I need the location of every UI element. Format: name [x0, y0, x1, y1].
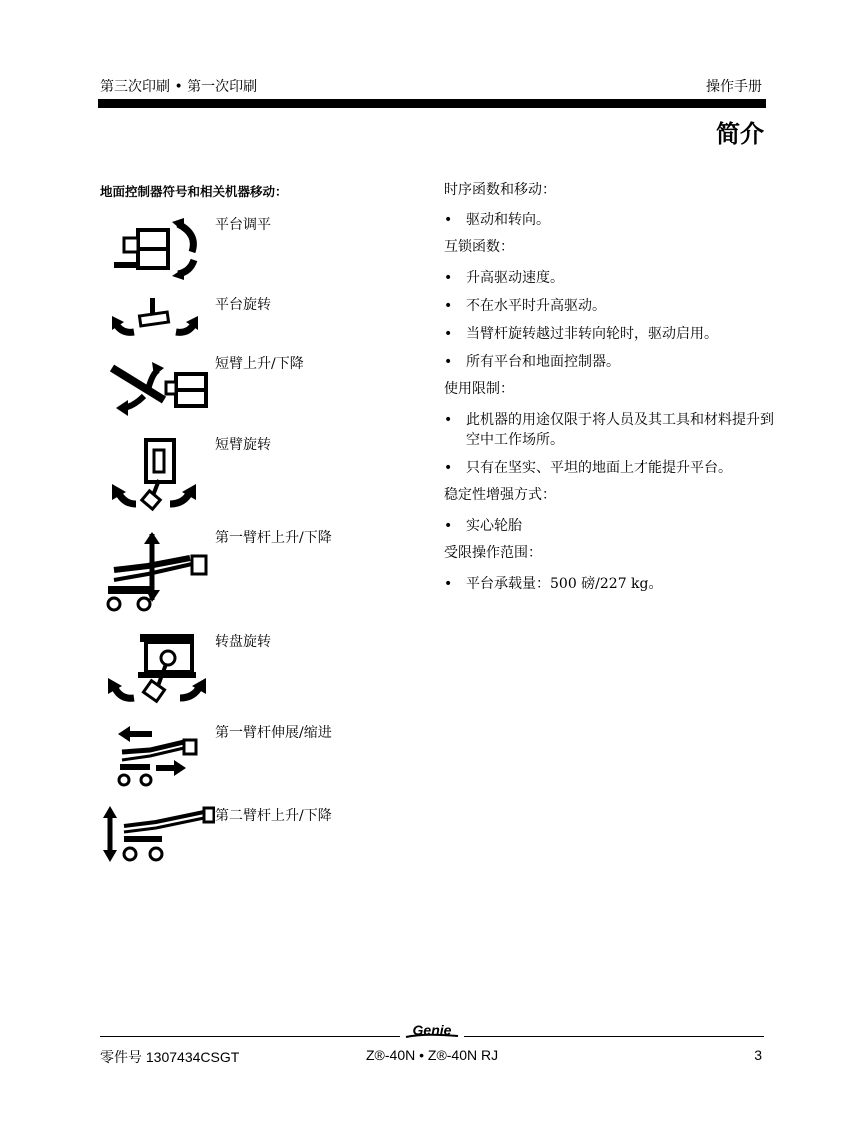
header-left: 第三次印刷 • 第一次印刷: [100, 79, 258, 95]
list-item: • 此机器的用途仅限于将人员及其工具和材料提升到空中工作场所。: [444, 410, 774, 450]
footer-rule-right: [464, 1036, 764, 1037]
symbol-label-secondary-boom-up-down: 第二臂杆上升/下降: [215, 808, 332, 824]
symbol-label-boom-extend-retract: 第一臂杆伸展/缩进: [215, 725, 332, 741]
list-item: • 只有在坚实、平坦的地面上才能提升平台。: [444, 458, 774, 478]
footer-rule-left: [100, 1036, 400, 1037]
section-heading-stability: 稳定性增强方式：: [444, 487, 556, 503]
platform-rotate-icon: [100, 294, 205, 340]
footer-page-number: 3: [754, 1047, 762, 1063]
list-range: [444, 574, 774, 594]
section-heading-limits: 使用限制：: [444, 381, 514, 397]
list-item: • 升高驱动速度。: [444, 268, 774, 288]
symbols-heading: 地面控制器符号和相关机器移动：: [100, 184, 288, 199]
secondary-boom-up-down-icon: [100, 804, 215, 866]
list-sequencing: [444, 210, 774, 230]
symbol-label-jib-up-down: 短臂上升/下降: [215, 356, 304, 372]
list-item: • 平台承载量：500 磅/227 kg。: [444, 574, 774, 594]
right-column: [444, 180, 774, 594]
turntable-rotate-icon: [100, 632, 210, 706]
platform-level-icon: [100, 216, 205, 280]
footer-part-number: 零件号 1307434CSGT: [100, 1049, 240, 1065]
list-item: • 实心轮胎: [444, 516, 774, 536]
section-heading-sequencing: 时序函数和移动：: [444, 182, 556, 198]
header-rule: [98, 99, 766, 108]
list-limits: [444, 410, 774, 478]
section-heading-range: 受限操作范围：: [444, 545, 542, 561]
page-title: 简介: [716, 120, 764, 148]
genie-logo: [404, 1022, 460, 1042]
jib-rotate-icon: [100, 436, 205, 512]
list-item: • 所有平台和地面控制器。: [444, 352, 774, 372]
header-right: 操作手册: [706, 79, 762, 95]
list-item: • 不在水平时升高驱动。: [444, 296, 774, 316]
boom-extend-retract-icon: [100, 722, 205, 790]
section-heading-interlocks: 互锁函数：: [444, 239, 514, 255]
jib-up-down-icon: [100, 356, 210, 420]
symbol-label-platform-rotate: 平台旋转: [215, 297, 271, 313]
symbol-label-primary-boom-up-down: 第一臂杆上升/下降: [215, 530, 332, 546]
list-item: • 当臂杆旋转越过非转向轮时，驱动启用。: [444, 324, 774, 344]
symbol-label-turntable-rotate: 转盘旋转: [215, 634, 271, 650]
primary-boom-up-down-icon: [100, 530, 210, 616]
genie-logo-text: Genie: [412, 1022, 452, 1038]
symbol-label-jib-rotate: 短臂旋转: [215, 437, 271, 453]
list-stability: [444, 516, 774, 536]
symbol-label-platform-level: 平台调平: [215, 217, 271, 233]
list-item: • 驱动和转向。: [444, 210, 774, 230]
footer-model: Z®-40N • Z®-40N RJ: [366, 1047, 499, 1063]
list-interlocks: [444, 268, 774, 372]
